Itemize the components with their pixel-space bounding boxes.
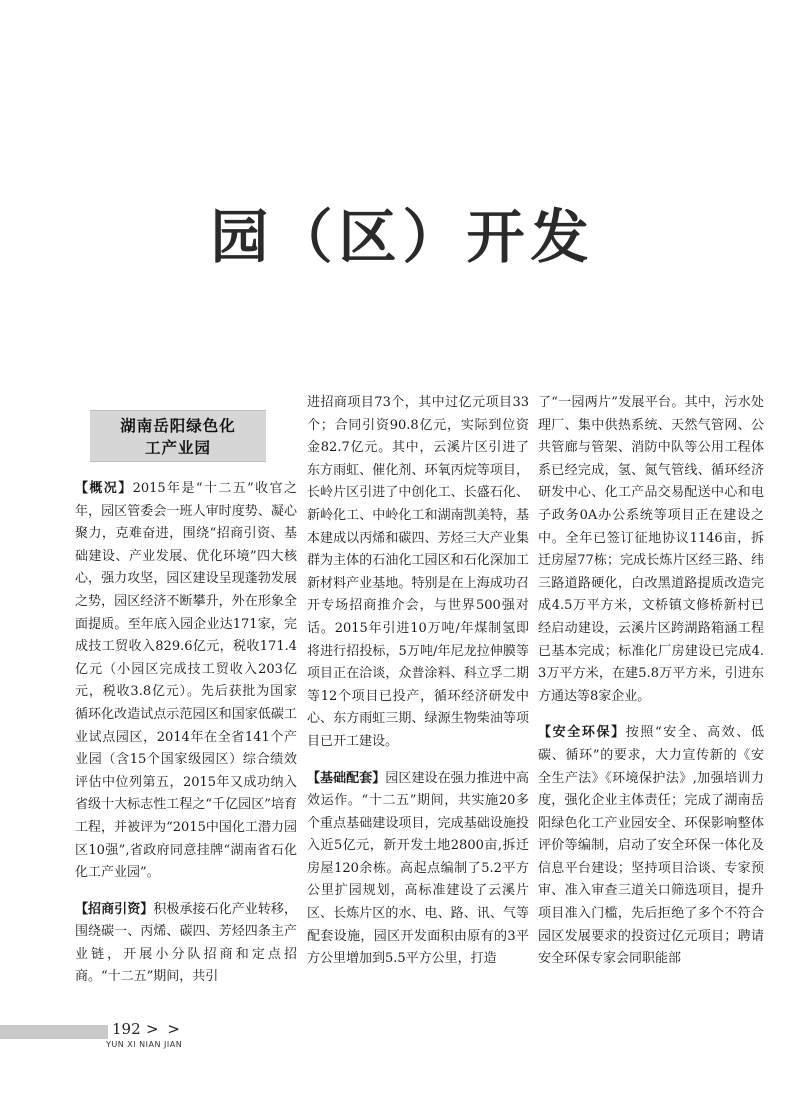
paragraph-tag: 【招商引资】 (75, 901, 154, 917)
section-title-box (90, 410, 266, 462)
chapter-title: 园（区）开发 (210, 203, 595, 271)
paragraph-investment-continued: 进招商项目73个，其中过亿元项目33个；合同引资90.8亿元，实际到位资金82.7亿元。其中，云溪片区引进了东方雨虹、催化剂、环氧丙烷等项目，长岭片区引进了中创化工、长盛石化、新岭化工、中岭化工和湖南凯美特，基本建成以丙烯和碳四、芳烃三大产业集群为主体的石油化工园区和石化深加工新材料产业基地。特别是在上海成功召开专场招商推介会，与世界500强对话。2015年引进10万吨/年煤制氢即将进行招投标，5万吨/年尼龙拉伸膜等项目正在洽谈，众普涂料、科立孚二期等12个项目已投产，循环经济研发中心、东方雨虹三期、绿源生物柴油等项目已开工建设。 (307, 395, 529, 749)
paragraph-text: 2015年是“十二五”收官之年，园区管委会一班人审时度势、凝心聚力，克难奋进，围绕“招商引资、基础建设、产业发展、优化环境”四大核心，强力攻坚，园区建设呈现蓬勃发展之势，园区经济不断攀升，外在形象全面提质。至年底入园企业达171家，完成技工贸收入829.6亿元，税收171.4亿元（小园区完成技工贸收入203亿元，税收3.8亿元）。先后获批为国家循环化改造试点示范园区和国家低碳工业试点园区，2014年在全省141个产业园（含15个国家级园区）综合绩效评估中位列第五，2015年又成功纳入省级十大标志性工程之“千亿园区”培育工程，并被评为“2015中国化工潜力园区10强”,省政府同意挂牌“湖南省石化化工产业园”。 (75, 481, 297, 881)
chevron-right-icon: > > (146, 1020, 182, 1038)
paragraph-investment (75, 899, 297, 989)
paragraph-infrastructure (307, 768, 529, 971)
paragraph-tag: 【概况】 (75, 481, 133, 496)
page-number: 192 (112, 1020, 141, 1038)
paragraph-text: 积极承接石化产业转移，围绕碳一、丙烯、碳四、芳烃四条主产业链，开展小分队招商和定点招商。“十二五”期间，共引 (75, 901, 297, 985)
section-title-line-2: 工产业园 (144, 439, 211, 457)
text-column-1 (75, 478, 297, 989)
paragraph-overview (75, 478, 297, 885)
paragraph-tag: 【基础配套】 (307, 770, 386, 786)
paragraph-text: 园区建设在强力推进中高效运作。“十二五”期间，共实施20多个重点基础建设项目，完成基础设施投入近5亿元，新开发土地2800亩,拆迁房屋120余栋。高起点编制了5.2平方公里扩园规划，高标准建设了云溪片区、长炼片区的水、电、路、讯、气等配套设施，园区开发面积由原有的3平方公里增加到5.5平方公里，打造 (307, 770, 529, 967)
text-column-2 (307, 392, 529, 971)
paragraph-safety (538, 722, 764, 971)
book-title: YUN XI NIAN JIAN (106, 1040, 183, 1049)
paragraph-tag: 【安全环保】 (538, 725, 626, 741)
paragraph-text: 按照“安全、高效、低碳、循环”的要求，大力宣传新的《安全生产法》《环境保护法》,加强培训力度，强化企业主体责任；完成了湖南岳阳绿色化工产业园安全、环保影响整体评价等编制，启动了安全环保一体化及信息平台建设；坚持项目洽谈、专家预审、准入审查三道关口筛选项目，提升项目准入门槛，先后拒绝了多个不符合园区发展要求的投资过亿元项目；聘请安全环保专家会同职能部 (538, 725, 764, 967)
section-title-line-1: 湖南岳阳绿色化 (120, 417, 236, 435)
text-column-3 (538, 392, 764, 971)
footer-bar (0, 1025, 108, 1039)
page-footer (0, 1020, 805, 1060)
paragraph-infrastructure-continued: 了“一园两片”发展平台。其中，污水处理厂、集中供热系统、天然气管网、公共管廊与管架、消防中队等公用工程体系已经完成，氢、氮气管线、循环经济研发中心、化工产品交易配送中心和电子政务0A办公系统等项目正在建设之中。全年已签订征地协议1146亩，拆迁房屋77栋；完成长炼片区经三路、纬三路道路硬化，白改黑道路提质改造完成4.5万平方米，文桥镇文修桥新村已经启动建设，云溪片区跨湖路箱涵工程已基本完成；标准化厂房建设已完成4.3万平方米，在建5.8万平方米，引进东方通达等8家企业。 (538, 395, 764, 704)
